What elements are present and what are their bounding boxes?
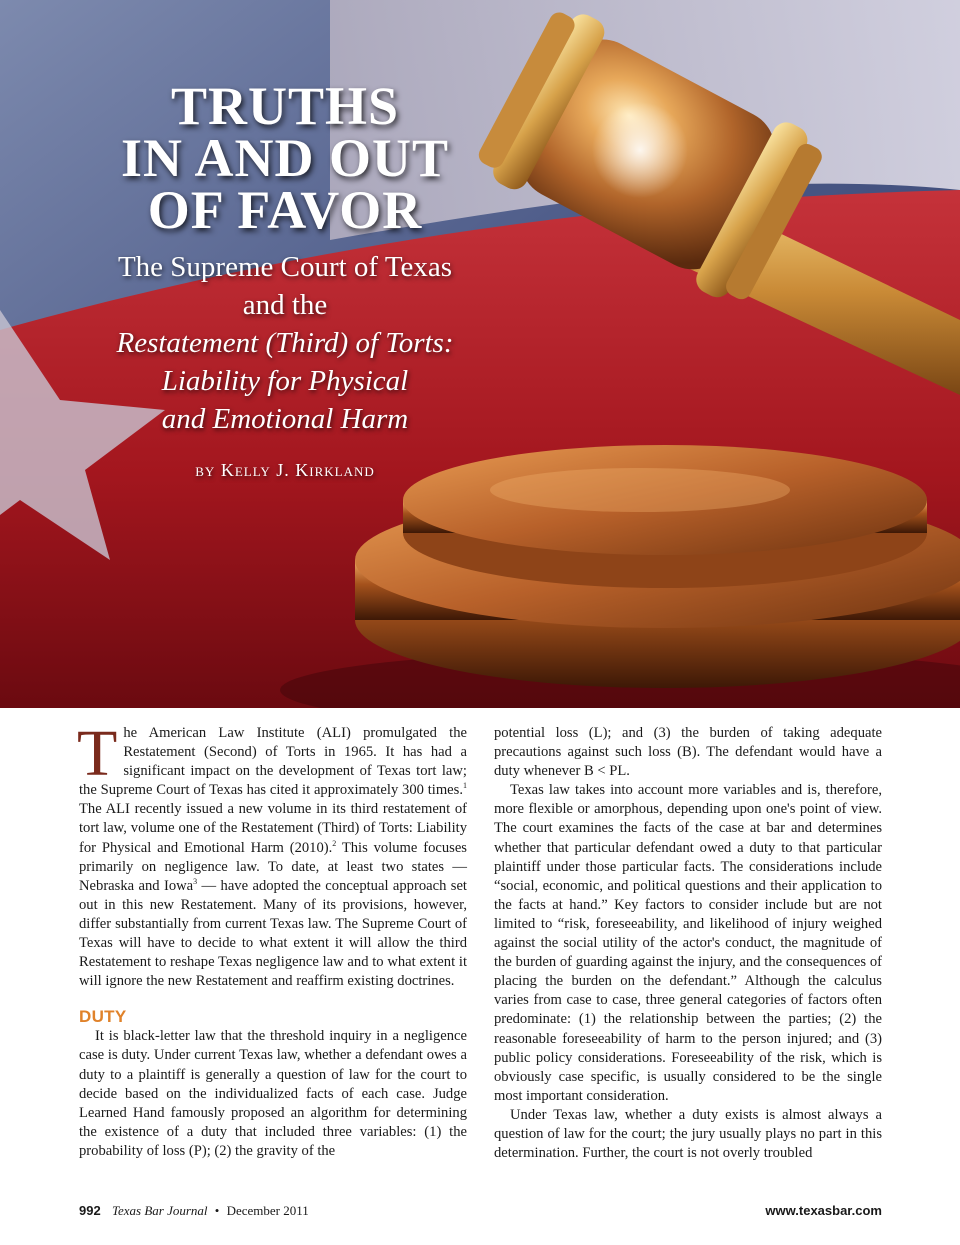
- article-title: [70, 76, 500, 240]
- separator-bullet: •: [214, 1203, 220, 1218]
- title-line: TRUTHS: [170, 76, 400, 136]
- article-subtitle: [70, 248, 500, 438]
- page-footer: [79, 1201, 882, 1221]
- paragraph-question-of-law: Under Texas law, whether a duty exists is almost always a question of law for the court; the jury usually plays no part in this determination. Further, the court is not overly troubled: [494, 1106, 882, 1162]
- paragraph-text: This volume focuses primarily on negligence law. To date, at least two states — Nebraska and Iowa: [79, 839, 467, 894]
- paragraph-continuation: potential loss (L); and (3) the burden of taking adequate precautions against such loss (B). The defendant would have a duty whenever B < PL.: [494, 725, 882, 780]
- title-line: IN AND OUT: [120, 128, 450, 188]
- paragraph-text: The ALI recently issued a new volume in its third restatement of tort law, volume one of the Restatement (Third) of Torts: Liability for Physical and Emotional Harm (2010).: [79, 801, 467, 856]
- subtitle-line: and Emotional Harm: [161, 403, 409, 435]
- paragraph-text: — have adopted the conceptual approach set out in this new Restatement. Many of its provisions, however, differ substantially from current Texas law. The Supreme Court of Texas will have to decide to what extent it will allow the third Restatement to reshape Texas negligence law and to what extent it will ignore the new Restatement and reaffirm existing doctrines.: [79, 877, 467, 990]
- title-line: OF FAVOR: [147, 180, 423, 240]
- subtitle-line: Restatement (Third) of Torts:: [116, 327, 454, 359]
- section-heading-duty: DUTY: [79, 1007, 127, 1027]
- paragraph-text: he American Law Institute (ALI) promulgated the Restatement (Second) of Torts in 1965. It has had a significant impact on the development of Texas tort law; the Supreme Court of Texas has cited it approximately 300 times.: [79, 725, 467, 799]
- article-column-left: [77, 717, 467, 1161]
- author-byline: by Kelly J. Kirkland: [195, 460, 375, 480]
- subtitle-line: Liability for Physical: [161, 365, 409, 397]
- subtitle-line: The Supreme Court of Texas: [117, 251, 453, 283]
- drop-cap: T: [77, 717, 118, 790]
- subtitle-line: and the: [242, 289, 328, 321]
- duty-paragraph: It is black-letter law that the threshold inquiry in a negligence case is duty. Under current Texas law, whether a defendant owes a duty to a plaintiff is generally a question of law for the court to decide based on the individualized facts of each case. Judge Learned Hand famously proposed an algorithm for determining the existence of a duty that included three variables: (1) the probability of loss (P); (2) the gravity of the: [79, 1028, 467, 1159]
- intro-paragraph: The American Law Institute (ALI) promulgated the Restatement (Second) of Torts in 1965. It has had a significant impact on the development of Texas tort law; the Supreme Court of Texas has cited it approximately 300 times.$^1$ The ALI recently issued a new volume in its third restatement of tort law, volume one of the Restatement (Third) of Torts: Liability for Physical and Emotional Harm (2010).$^2$ This volume focuses primarily on negligence law. To date, at least two states — Nebraska and Iowa$^3$ — have adopted the conceptual approach set out in this new Restatement. Many of its provisions, however, differ substantially from current Texas law. The Supreme Court of Texas will have to decide to what extent it will allow the third Restatement to reshape Texas negligence law and to what extent it will ignore the new Restatement and reaffirm existing doctrines.: [77, 717, 467, 990]
- article-column-right: [494, 724, 882, 1163]
- paragraph-texas-law: Texas law takes into account more variables and is, therefore, more flexible or amorphous, depending upon one's point of view. The court examines the facts of the case at bar and determines whether that particular defendant owed a duty to that particular plaintiff under those particular facts. The considerations include “social, economic, and political questions and their application to the facts at hand.” Key factors to consider include but are not limited to “risk, foreseeability, and likelihood of injury weighed against the social utility of the actor's conduct, the magnitude of the burden of guarding against the injury, and the consequences of placing the burden on the defendant.” Although the calculus varies from case to case, three general categories of factors often predominate: (1) the relationship between the parties; (2) the reasonable foreseeability of harm to the person injured; and (3) public policy considerations. Foreseeability of the risk, which is obviously case specific, is usually considered to be the single most important consideration.: [494, 782, 882, 1104]
- website-link[interactable]: www.texasbar.com: [765, 1203, 882, 1218]
- journal-name: Texas Bar Journal: [111, 1203, 208, 1218]
- page-number: 992: [79, 1203, 101, 1218]
- issue-date: December 2011: [226, 1203, 309, 1218]
- hero-text-block: [70, 76, 500, 481]
